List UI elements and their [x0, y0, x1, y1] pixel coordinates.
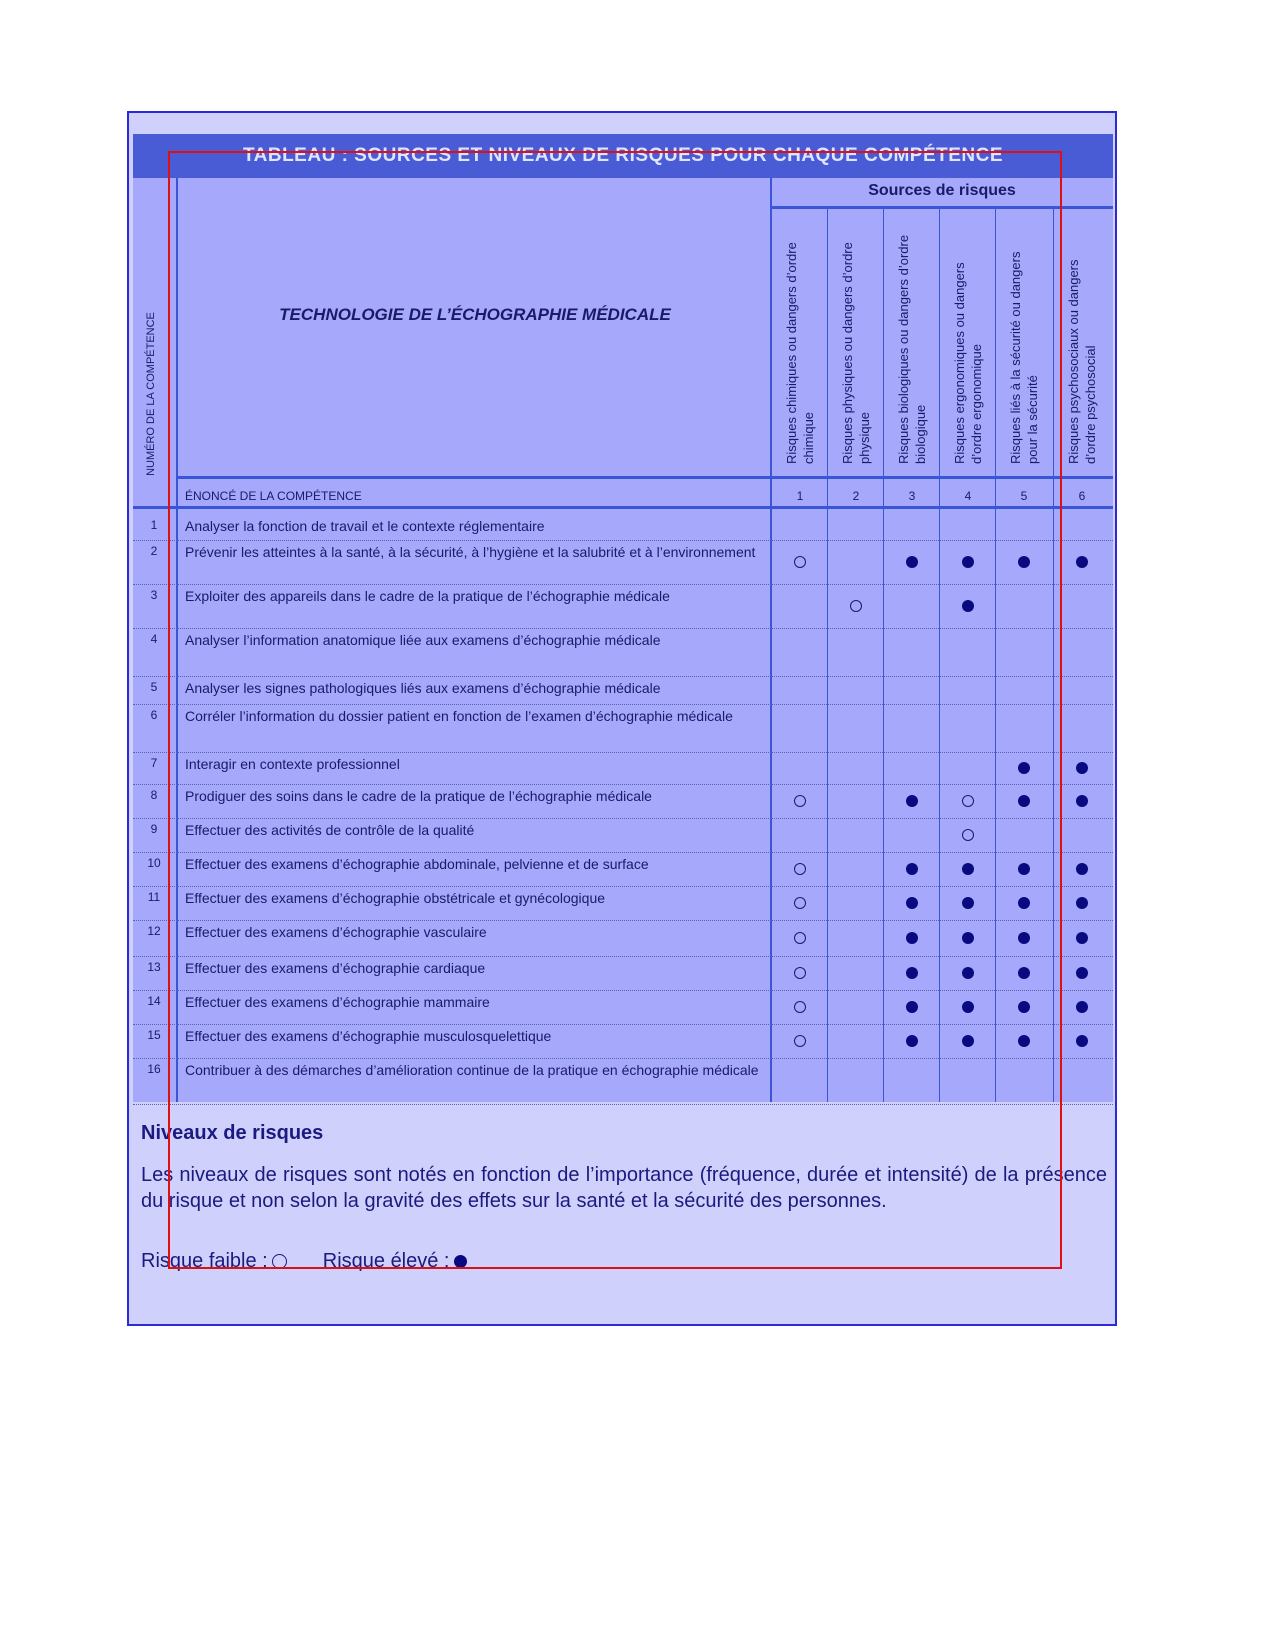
- high-risk-icon: [1076, 863, 1088, 875]
- low-risk-icon: [794, 1035, 806, 1047]
- high-risk-icon: [962, 967, 974, 979]
- high-risk-icon: [454, 1255, 467, 1268]
- high-risk-icon: [1076, 897, 1088, 909]
- row-divider: [133, 990, 1113, 991]
- low-risk-icon: [794, 863, 806, 875]
- high-risk-icon: [962, 1001, 974, 1013]
- legend-low-label: Risque faible :: [141, 1250, 268, 1272]
- high-risk-icon: [906, 556, 918, 568]
- niveaux-title: Niveaux de risques: [141, 1122, 324, 1144]
- high-risk-icon: [962, 932, 974, 944]
- low-risk-icon: [962, 829, 974, 841]
- competence-text: Effectuer des examens d’échographie vasculaire: [185, 924, 487, 940]
- row-divider: [133, 752, 1113, 753]
- low-risk-icon: [794, 795, 806, 807]
- high-risk-icon: [906, 1001, 918, 1013]
- row-number: 8: [150, 788, 158, 802]
- source-header-2: [828, 212, 884, 476]
- competence-text: Analyser l’information anatomique liée aux examens d’échographie médicale: [185, 632, 661, 648]
- high-risk-icon: [1018, 967, 1030, 979]
- high-risk-icon: [1076, 967, 1088, 979]
- row-divider: [133, 784, 1113, 785]
- row-number: 16: [147, 1062, 161, 1076]
- row-number: 1: [150, 518, 158, 532]
- row-number: 5: [150, 680, 158, 694]
- high-risk-icon: [1076, 762, 1088, 774]
- high-risk-icon: [962, 1035, 974, 1047]
- row-number: 2: [150, 544, 158, 558]
- high-risk-icon: [1018, 897, 1030, 909]
- row-divider: [133, 676, 1113, 677]
- competence-text: Effectuer des examens d’échographie cardiaque: [185, 960, 486, 976]
- legend-high-label: Risque élevé :: [322, 1250, 450, 1272]
- high-risk-icon: [1076, 1001, 1088, 1013]
- program-title: TECHNOLOGIE DE L’ÉCHOGRAPHIE MÉDICALE: [279, 305, 671, 324]
- low-risk-icon: [794, 967, 806, 979]
- source-label: Risques ergonomiques ou dangers d’ordre ergonomique: [952, 262, 984, 464]
- row-divider: [133, 852, 1113, 853]
- high-risk-icon: [1018, 932, 1030, 944]
- row-divider: [133, 1024, 1113, 1025]
- divider-numero: [176, 178, 178, 1102]
- competence-text: Prodiguer des soins dans le cadre de la pratique de l’échographie médicale: [185, 788, 652, 804]
- high-risk-icon: [962, 600, 974, 612]
- source-number: 6: [1078, 489, 1086, 503]
- high-risk-icon: [1076, 556, 1088, 568]
- high-risk-icon: [962, 556, 974, 568]
- competence-text: Effectuer des examens d’échographie musculosquelettique: [185, 1028, 552, 1044]
- row-number: 4: [150, 632, 158, 646]
- low-risk-icon: [794, 556, 806, 568]
- high-risk-icon: [1018, 556, 1030, 568]
- numero-header: NUMÉRO DE LA COMPÉTENCE: [145, 312, 157, 476]
- high-risk-icon: [962, 897, 974, 909]
- competence-text: Effectuer des examens d’échographie mammaire: [185, 994, 490, 1010]
- row-number: 15: [147, 1028, 161, 1042]
- low-risk-icon: [962, 795, 974, 807]
- row-divider: [133, 920, 1113, 921]
- low-risk-icon: [794, 1001, 806, 1013]
- source-header-5: [996, 212, 1052, 476]
- row-number: 12: [147, 924, 161, 938]
- competence-text: Prévenir les atteintes à la santé, à la sécurité, à l’hygiène et la salubrité et à l’environnement: [185, 544, 756, 560]
- sources-title: Sources de risques: [868, 182, 1016, 199]
- competence-text: Exploiter des appareils dans le cadre de la pratique de l’échographie médicale: [185, 588, 670, 604]
- row-divider: [133, 956, 1113, 957]
- divider-header-bottom: [133, 506, 1113, 509]
- high-risk-icon: [1018, 1035, 1030, 1047]
- competence-text: Contribuer à des démarches d’amélioration continue de la pratique en échographie médicale: [185, 1062, 759, 1078]
- table-title: TABLEAU : SOURCES ET NIVEAUX DE RISQUES POUR CHAQUE COMPÉTENCE: [133, 134, 1113, 178]
- source-number: 3: [908, 489, 916, 503]
- high-risk-icon: [906, 932, 918, 944]
- enonce-header: ÉNONCÉ DE LA COMPÉTENCE: [185, 489, 362, 503]
- row-number: 11: [147, 890, 161, 904]
- source-number: 4: [964, 489, 972, 503]
- source-header-4: [940, 212, 996, 476]
- high-risk-icon: [962, 863, 974, 875]
- source-label: Risques chimiques ou dangers d’ordre chimique: [784, 242, 816, 464]
- low-risk-icon: [272, 1254, 287, 1269]
- source-label: Risques psychosociaux ou dangers d’ordre psychosocial: [1066, 259, 1098, 464]
- competence-text: Analyser les signes pathologiques liés aux examens d’échographie médicale: [185, 680, 661, 696]
- source-number: 1: [796, 489, 804, 503]
- source-label: Risques physiques ou dangers d’ordre physique: [840, 242, 872, 464]
- high-risk-icon: [906, 863, 918, 875]
- source-header-6: [1054, 212, 1110, 476]
- competence-text: Effectuer des examens d’échographie obstétricale et gynécologique: [185, 890, 606, 906]
- high-risk-icon: [1076, 795, 1088, 807]
- row-divider: [133, 628, 1113, 629]
- row-divider: [133, 584, 1113, 585]
- niveaux-text: Les niveaux de risques sont notés en fonction de l’importance (fréquence, durée et intensité) de la présence du risque et non selon la gravité des effets sur la santé et la sécurité des personnes.: [141, 1164, 1107, 1212]
- high-risk-icon: [1018, 1001, 1030, 1013]
- competence-text: Corréler l’information du dossier patient en fonction de l’examen d’échographie médicale: [185, 708, 733, 724]
- row-divider: [133, 540, 1113, 541]
- competence-text: Effectuer des examens d’échographie abdominale, pelvienne et de surface: [185, 856, 649, 872]
- row-number: 7: [150, 756, 158, 770]
- high-risk-icon: [1018, 795, 1030, 807]
- row-number: 13: [147, 960, 161, 974]
- competence-text: Analyser la fonction de travail et le contexte réglementaire: [185, 518, 545, 534]
- row-divider: [133, 704, 1113, 705]
- low-risk-icon: [850, 600, 862, 612]
- row-divider: [133, 1104, 1113, 1105]
- high-risk-icon: [906, 897, 918, 909]
- competence-text: Effectuer des activités de contrôle de la qualité: [185, 822, 475, 838]
- competence-text: Interagir en contexte professionnel: [185, 756, 400, 772]
- divider-header-top: [176, 476, 1113, 479]
- source-header-3: [884, 212, 940, 476]
- row-number: 9: [150, 822, 158, 836]
- high-risk-icon: [1018, 863, 1030, 875]
- row-number: 10: [147, 856, 161, 870]
- source-label: Risques liés à la sécurité ou dangers pour la sécurité: [1008, 251, 1040, 464]
- source-header-1: [772, 212, 828, 476]
- row-divider: [133, 1058, 1113, 1059]
- high-risk-icon: [906, 795, 918, 807]
- source-label: Risques biologiques ou dangers d’ordre biologique: [896, 234, 928, 464]
- row-number: 3: [150, 588, 158, 602]
- source-number: 2: [852, 489, 860, 503]
- high-risk-icon: [1076, 932, 1088, 944]
- source-number: 5: [1020, 489, 1028, 503]
- row-number: 6: [150, 708, 158, 722]
- row-number: 14: [147, 994, 161, 1008]
- row-divider: [133, 886, 1113, 887]
- high-risk-icon: [906, 1035, 918, 1047]
- risk-legend: [141, 1250, 471, 1273]
- high-risk-icon: [1076, 1035, 1088, 1047]
- divider-sources-title: [770, 206, 1113, 209]
- high-risk-icon: [906, 967, 918, 979]
- high-risk-icon: [1018, 762, 1030, 774]
- row-divider: [133, 818, 1113, 819]
- low-risk-icon: [794, 897, 806, 909]
- low-risk-icon: [794, 932, 806, 944]
